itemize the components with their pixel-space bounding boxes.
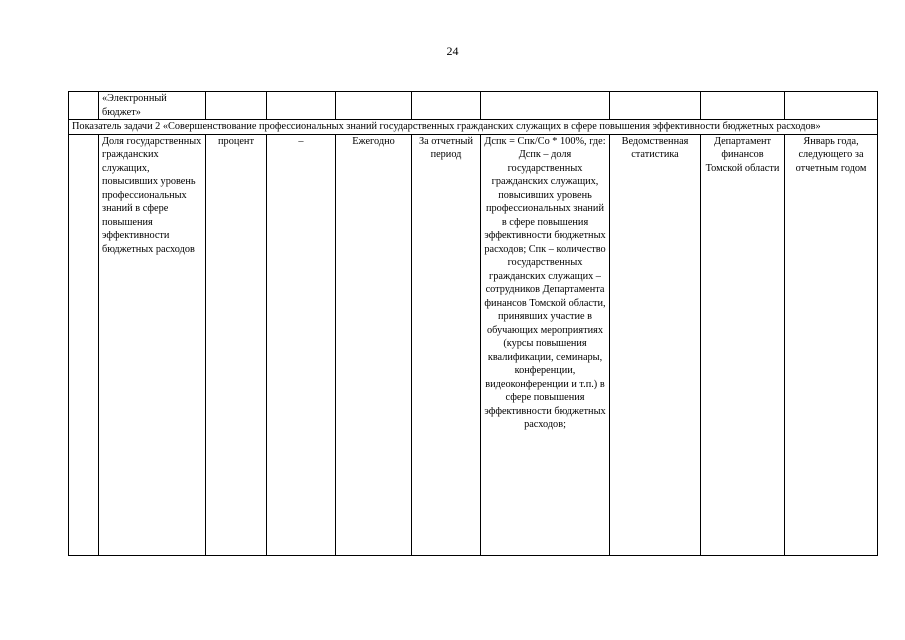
cell-indicator-name: Доля государственных гражданских служащих, повысивших уровень профессиональных знаний в сфере повышения эффективности бюджетных расходов: [99, 134, 206, 555]
table-row-continuation: [69, 92, 878, 120]
cell-responsible: [701, 92, 785, 120]
cell-formula: Дспк = Спк/Со * 100%, где: Дспк – доля государственных гражданских служащих, повысивших уровень профессиональных знаний в сфере повышения эффективности бюджетных расходов; Спк – количество государственных гражданских служащих – сотрудников Департамента финансов Томской области, принявших участие в обучающих мероприятиях (курсы повышения квалификации, семинары, конференции, видеоконференции и т.п.) в сфере повышения эффективности бюджетных расходов;: [481, 134, 610, 555]
cell-indicator-name: «Электронный бюджет»: [99, 92, 206, 120]
cell-deadline: [785, 92, 878, 120]
cell-period: [412, 92, 481, 120]
cell-deadline: Январь года, следующего за отчетным годом: [785, 134, 878, 555]
cell-frequency: [336, 92, 412, 120]
cell-responsible: Департамент финансов Томской области: [701, 134, 785, 555]
cell-dash: [267, 92, 336, 120]
cell-period: За отчетный период: [412, 134, 481, 555]
task-header-cell: Показатель задачи 2 «Совершенствование профессиональных знаний государственных гражданских служащих в сфере повышения эффективности бюджетных расходов»: [69, 120, 878, 135]
cell-source: [610, 92, 701, 120]
cell-dash: –: [267, 134, 336, 555]
cell-unit: [206, 92, 267, 120]
cell-number: [69, 134, 99, 555]
cell-number: [69, 92, 99, 120]
cell-source: Ведомственная статистика: [610, 134, 701, 555]
indicators-table: [68, 91, 878, 556]
table-row-task-header: [69, 120, 878, 135]
cell-unit: процент: [206, 134, 267, 555]
cell-frequency: Ежегодно: [336, 134, 412, 555]
table-row-indicator: [69, 134, 878, 555]
cell-formula: [481, 92, 610, 120]
page-number: 24: [446, 44, 459, 58]
